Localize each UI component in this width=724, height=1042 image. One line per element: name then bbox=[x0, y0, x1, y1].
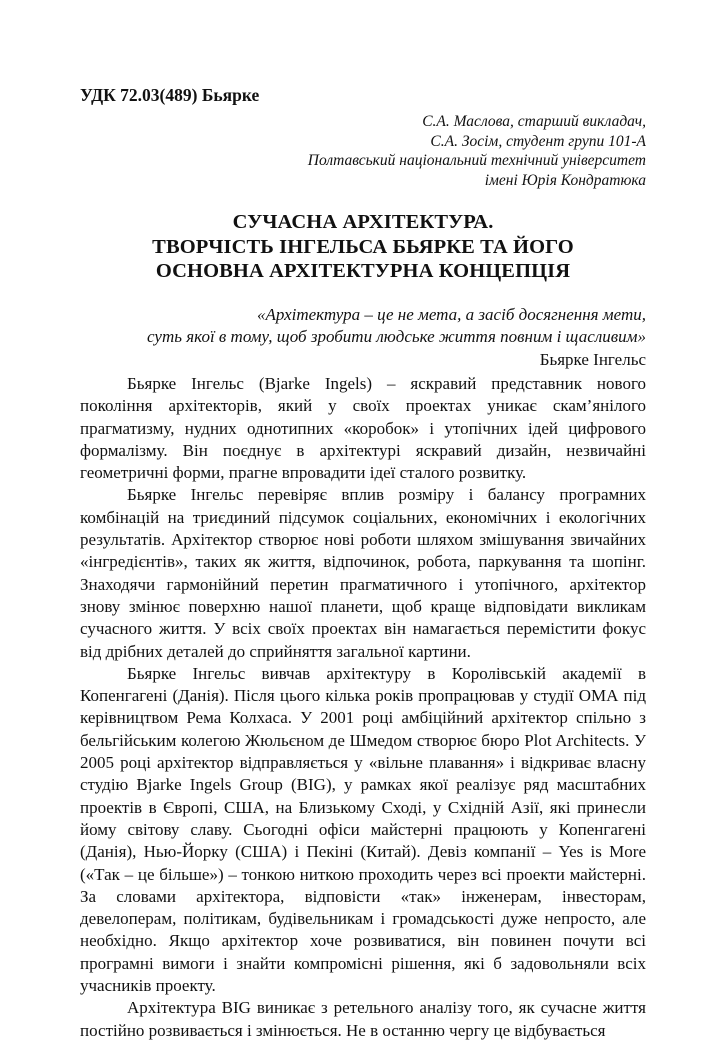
title-line: СУЧАСНА АРХІТЕКТУРА. bbox=[232, 211, 494, 233]
article-title bbox=[80, 210, 646, 284]
paragraph: Бьярке Інгельс перевіряє вплив розміру і балансу програмних комбінацій на триєдиний підсумок соціальних, економічних і екологічних результатів. Архітектор створює нові роботи шляхом змішування звичайних «інгредієнтів», таких як життя, відпочинок, робота, паркування та шопінг. Знаходячи гармонійний перетин прагматичного і утопічного, архітектор знову змінює поверхню нашої планети, щоб краще відповідати викликам сучасного життя. У всіх своїх проектах він намагається перемістити фокус від дрібних деталей до сприйняття загальної картини. bbox=[80, 485, 646, 661]
affiliation-line: імені Юрія Кондратюка bbox=[484, 171, 646, 189]
author-line: С.А. Зосім, студент групи 101-А bbox=[430, 132, 646, 150]
udk-code: УДК 72.03(489) Бьярке bbox=[80, 85, 260, 105]
author-line: С.А. Маслова, старший викладач, bbox=[422, 113, 646, 130]
article-body bbox=[80, 373, 646, 1042]
paragraph: Архітектура BIG виникає з ретельного аналізу того, як сучасне життя постійно розвивається і змінюється. Не в останню чергу це відбувається bbox=[80, 998, 646, 1040]
title-line: ОСНОВНА АРХІТЕКТУРНА КОНЦЕПЦІЯ bbox=[155, 260, 571, 282]
author-block bbox=[80, 112, 646, 190]
affiliation-line: Полтавський національний технічний університет bbox=[307, 152, 646, 169]
paragraph: Бьярке Інгельс вивчав архітектуру в Королівській академії в Копенгагені (Данія). Після цього кілька років пропрацював у студії ОМА під керівництвом Рема Колхаса. У 2001 році амбіційний архітектор спільно з бельгійським колегою Жюльєном де Шмедом створює бюро Plot Architects. У 2005 році архітектор відправляється у «вільне плавання» і відкриває власну студію Bjarke Ingels Group (BIG), у рамках якої реалізує ряд масштабних проектів в Європі, США, на Близькому Сході, у Східній Азії, які принесли йому світову славу. Сьогодні офіси майстерні працюють у Копенгагені (Данія), Нью-Йорку (США) і Пекіні (Китай). Девіз компанії – Yes is More («Так – це більше») – тонкою ниткою проходить через всі проекти майстерні. За словами архітектора, відповісти «так» інженерам, інвесторам, девелоперам, політикам, будівельникам і громадськості дуже непросто, але необхідно. Якщо архітектор хоче розвиватися, він повинен почути всі програмні вимоги і знайти компромісні рішення, які б задовольняли всіх учасників проекту. bbox=[80, 663, 646, 996]
epigraph-line: суть якої в тому, щоб зробити людське життя повним і щасливим» bbox=[147, 327, 646, 346]
title-line: ТВОРЧІСТЬ ІНГЕЛЬСА БЬЯРКЕ ТА ЙОГО bbox=[152, 235, 574, 258]
epigraph bbox=[80, 304, 646, 372]
epigraph-attribution: Бьярке Інгельс bbox=[539, 349, 646, 369]
paragraph: Бьярке Інгельс (Bjarke Ingels) – яскравий представник нового покоління архітекторів, який у своїх проектах уникає скам’янілого прагматизму, нудних однотипних «коробок» і утопічних ідей цифрового формалізму. Він поєднує в архітектурі яскравий дизайн, незвичайні геометричні форми, прагне впровадити ідеї сталого розвитку. bbox=[80, 374, 646, 483]
document-page bbox=[80, 84, 646, 1042]
epigraph-line: «Архітектура – це не мета, а засіб досягнення мети, bbox=[257, 304, 646, 324]
